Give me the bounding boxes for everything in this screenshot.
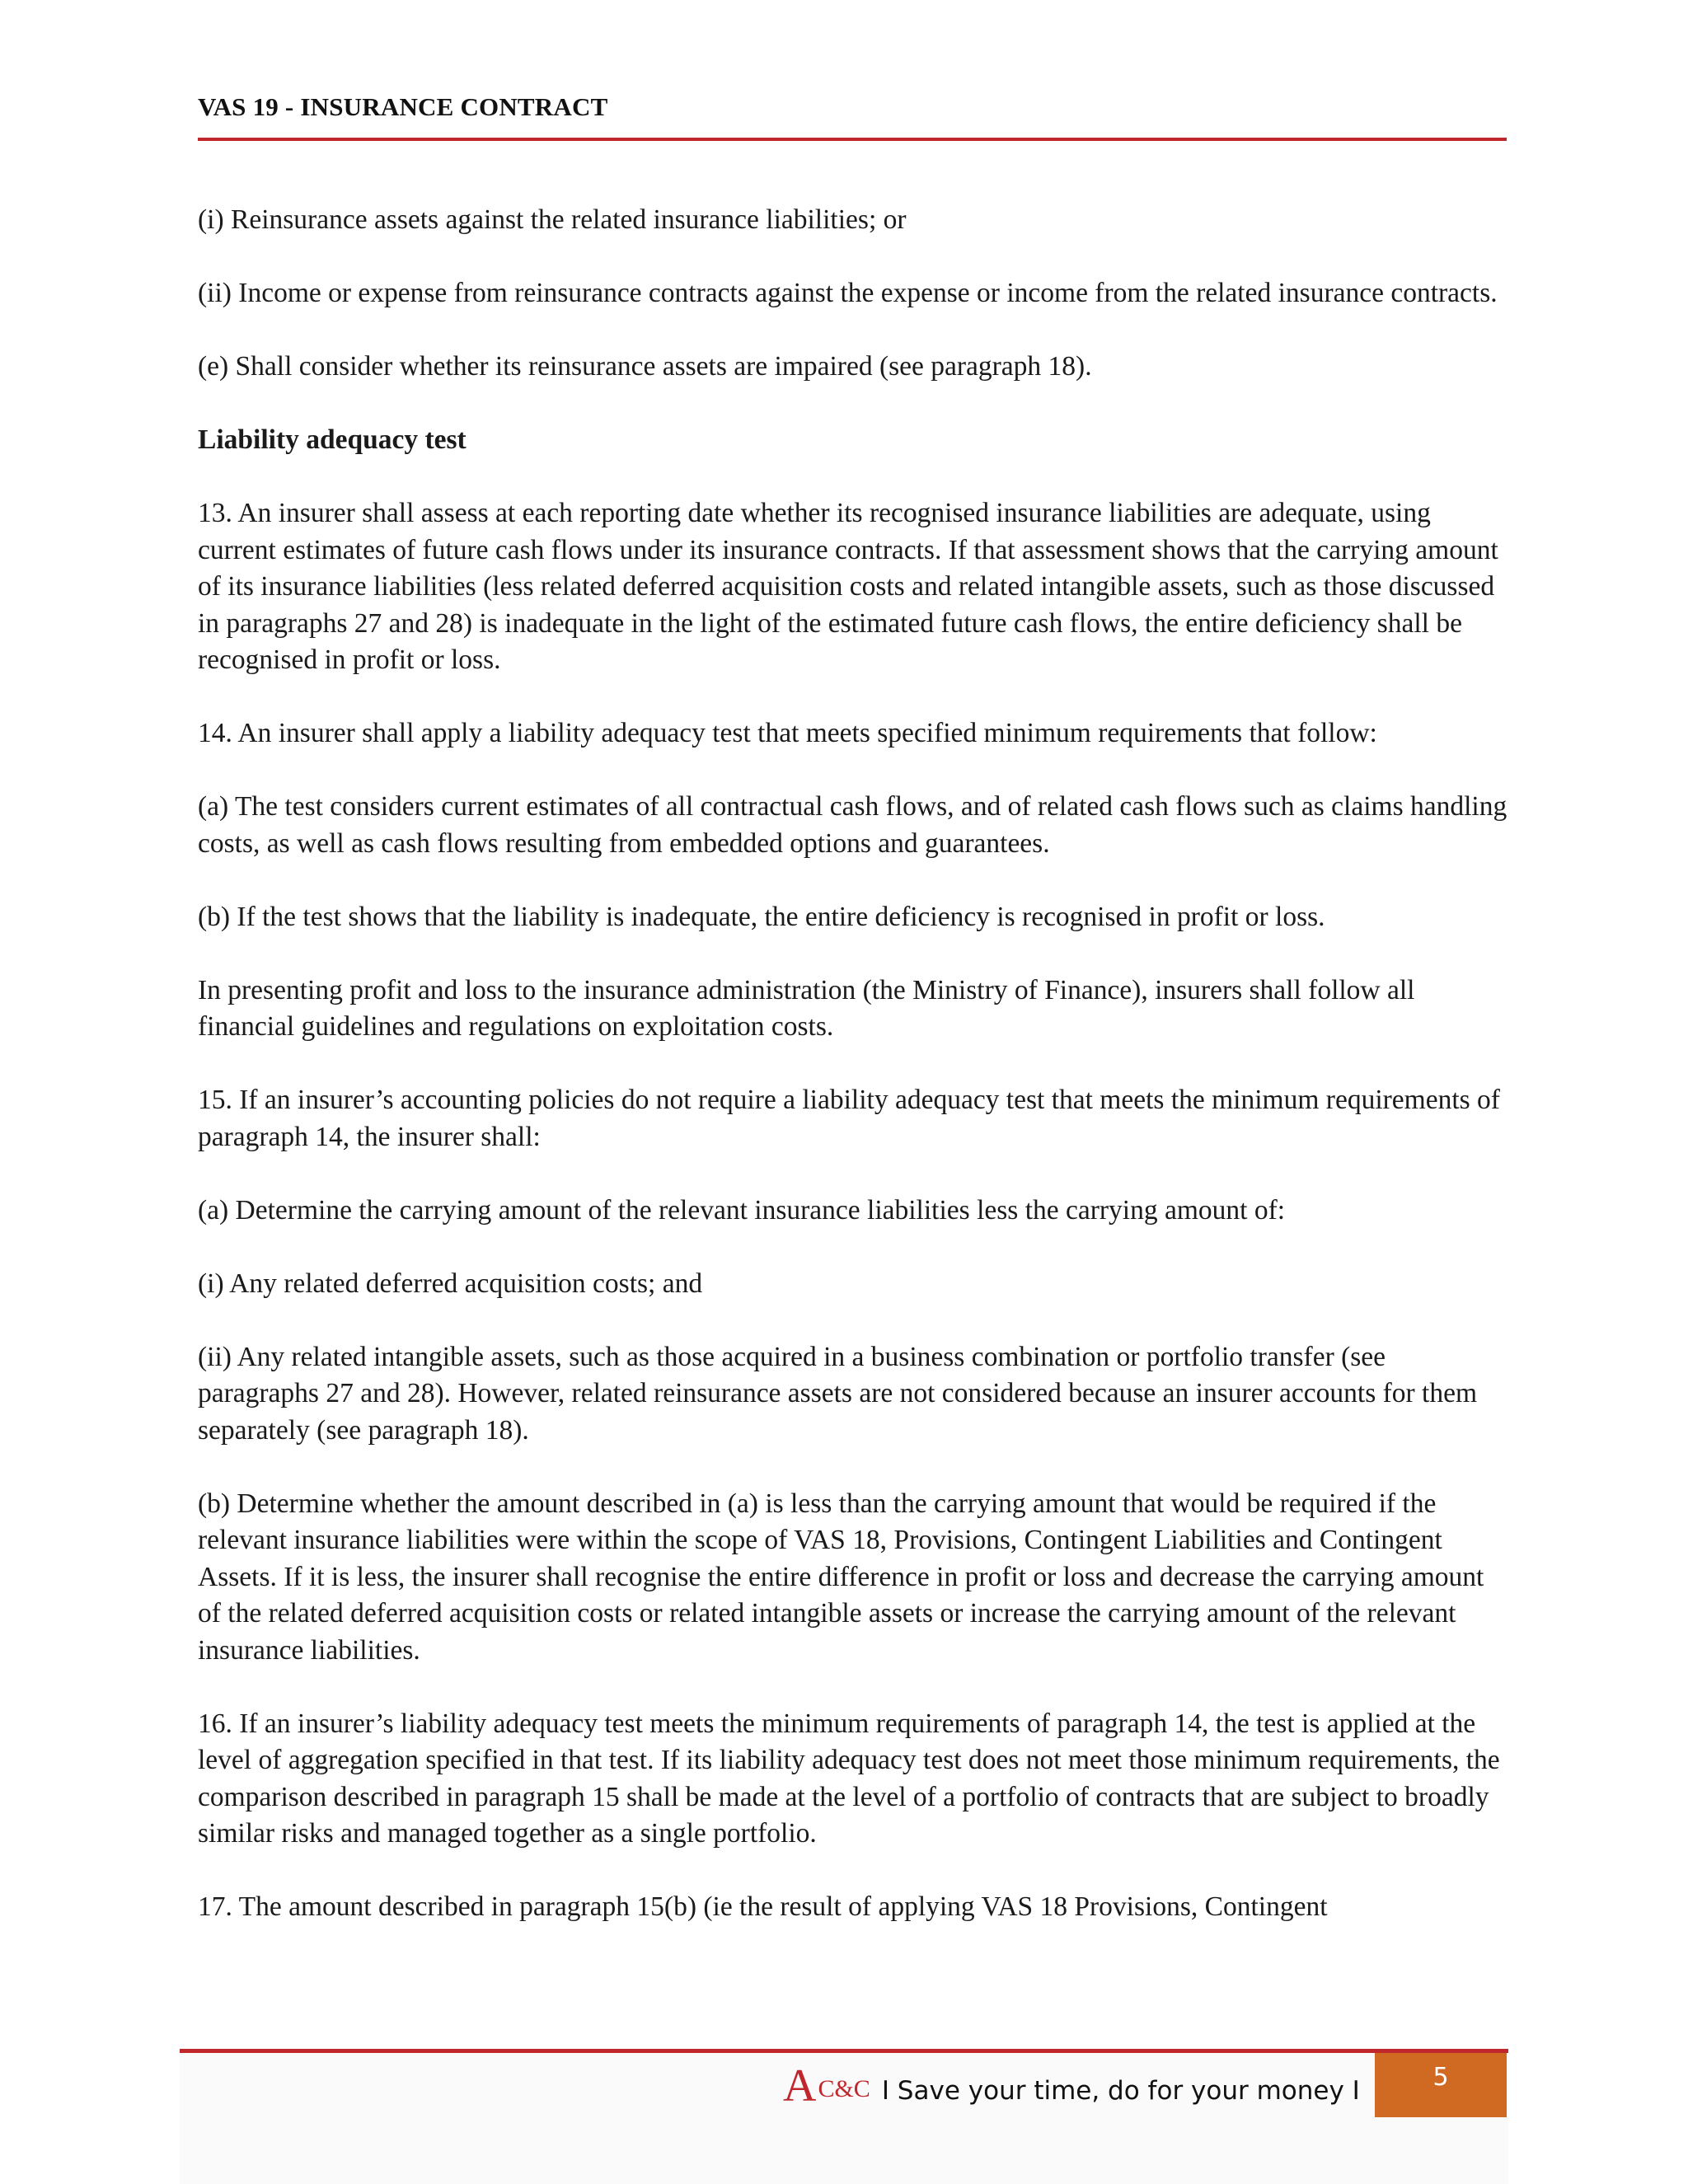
page-number: 5 xyxy=(1432,2063,1449,2092)
paragraph-14: 14. An insurer shall apply a liability adequacy test that meets specified minimum requirements that follow: xyxy=(198,718,1377,748)
paragraph-16: 16. If an insurer’s liability adequacy test meets the minimum requirements of paragraph 14, the test is applied at the level of aggregation specified in that test. If its liability adequacy test does not meet those minimum requirements, the comparison described in paragraph 15 shall be made at the level of a portfolio of contracts that are subject to broadly similar risks and managed together as a single portfolio. xyxy=(198,1708,1500,1849)
paragraph-17: 17. The amount described in paragraph 15(b) (ie the result of applying VAS 18 Provisions, Contingent xyxy=(198,1891,1328,1922)
paragraph-e-impairment: (e) Shall consider whether its reinsurance assets are impaired (see paragraph 18). xyxy=(198,351,1092,382)
paragraph-ii-income-expense: (ii) Income or expense from reinsurance contracts against the expense or income from the related insurance contracts. xyxy=(198,278,1498,308)
footer-tagline: I Save your time, do for your money I xyxy=(881,2076,1360,2106)
document-header-title: VAS 19 - INSURANCE CONTRACT xyxy=(198,92,608,121)
footer-brand xyxy=(783,2055,1360,2116)
ac-logo-icon: A xyxy=(783,2060,817,2111)
footer-divider xyxy=(180,2049,1508,2053)
paragraph-15a-ii: (ii) Any related intangible assets, such as those acquired in a business combination or portfolio transfer (see paragraphs 27 and 28). However, related reinsurance assets are not considered because an insurer accounts for them separately (see paragraph 18). xyxy=(198,1341,1478,1446)
section-heading-liability-adequacy-test: Liability adequacy test xyxy=(198,424,467,455)
paragraph-ministry-of-finance: In presenting profit and loss to the insurance administration (the Ministry of Finance), insurers shall follow all financial guidelines and regulations on exploitation costs. xyxy=(198,974,1415,1042)
paragraph-15: 15. If an insurer’s accounting policies do not require a liability adequacy test that meets the minimum requirements of paragraph 14, the insurer shall: xyxy=(198,1085,1500,1152)
paragraph-13: 13. An insurer shall assess at each reporting date whether its recognised insurance liabilities are adequate, using current estimates of future cash flows under its insurance contracts. If that assessment shows that the carrying amount of its insurance liabilities (less related deferred acquisition costs and related intangible assets, such as those discussed in paragraphs 27 and 28) is inadequate in the light of the estimated future cash flows, the entire deficiency shall be recognised in profit or loss. xyxy=(198,498,1498,675)
company-logo-text: C&C xyxy=(818,2075,870,2102)
header-divider xyxy=(198,138,1507,141)
paragraph-14b: (b) If the test shows that the liability is inadequate, the entire deficiency is recognised in profit or loss. xyxy=(198,901,1325,932)
page-number-box xyxy=(1375,2053,1507,2117)
document-body xyxy=(198,202,1508,1962)
paragraph-15a: (a) Determine the carrying amount of the relevant insurance liabilities less the carrying amount of: xyxy=(198,1194,1286,1226)
paragraph-14a: (a) The test considers current estimates of all contractual cash flows, and of related cash flows such as claims handling costs, as well as cash flows resulting from embedded options and guarantees. xyxy=(198,791,1507,859)
paragraph-15a-i: (i) Any related deferred acquisition costs; and xyxy=(198,1268,703,1299)
paragraph-15b: (b) Determine whether the amount described in (a) is less than the carrying amount that would be required if the relevant insurance liabilities were within the scope of VAS 18, Provisions, Contingent Liabilities and Contingent Assets. If it is less, the insurer shall recognise the entire difference in profit or loss and decrease the carrying amount of the related deferred acquisition costs or related intangible assets or increase the carrying amount of the relevant insurance liabilities. xyxy=(198,1488,1484,1666)
paragraph-i-reinsurance-assets: (i) Reinsurance assets against the related insurance liabilities; or xyxy=(198,204,907,235)
